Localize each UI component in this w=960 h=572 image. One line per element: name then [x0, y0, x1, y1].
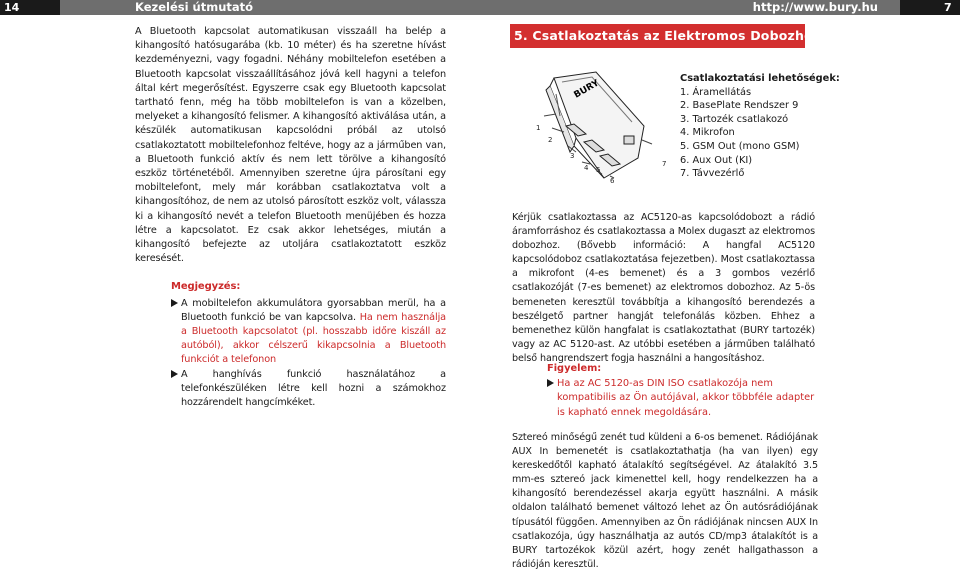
- callout-label: 6: [610, 177, 615, 185]
- left-column: [135, 25, 446, 410]
- option-item: 1. Áramellátás: [680, 86, 752, 98]
- option-item: 4. Mikrofon: [680, 127, 735, 139]
- note-block: [171, 280, 446, 410]
- option-item: 3. Tartozék csatlakozó: [680, 113, 789, 125]
- option-item: 7. Távvezérlő: [680, 168, 745, 180]
- left-page-number: 14: [4, 1, 20, 14]
- brand-label: BURY: [572, 78, 601, 101]
- device-drawing: [526, 66, 676, 186]
- note-bluetooth-off-text: Ha nem használja a Bluetooth kapcsolatot (pl. hosszabb időre kiszáll az autóból), akkor célszerű kikapcsolnia a Bluetooth funkciót a telefonon: [181, 311, 446, 366]
- note-item: [171, 368, 446, 411]
- options-title: Csatlakoztatási lehetőségek:: [680, 73, 840, 84]
- note-voice-tags-text: A hanghívás funkció használatához a telefonkészüléken létre kell hozni a számokhoz hozzárendelt hangcímkéket.: [181, 368, 446, 409]
- page-header: [0, 0, 960, 15]
- note-battery-text: A mobiltelefon akkumulátora gyorsabban merül, ha a Bluetooth funkció be van kapcsolva.: [181, 297, 446, 323]
- note-title: Megjegyzés:: [171, 281, 241, 293]
- callout-label: 1: [536, 124, 541, 132]
- callout-label: 5: [596, 166, 601, 174]
- callout-label: 3: [570, 152, 575, 160]
- arrow-bullet-icon: [547, 379, 554, 387]
- arrow-bullet-icon: [171, 370, 178, 378]
- aux-paragraph-block: [512, 431, 818, 572]
- electrical-box-illustration: [526, 66, 676, 186]
- callout-label: 2: [548, 136, 553, 144]
- option-item: 5. GSM Out (mono GSM): [680, 140, 800, 152]
- instructions-paragraph: Kérjük csatlakoztassa az AC5120-as kapcsolódobozt a rádió áramforráshoz és csatlakoztassa a Molex dugaszt az elektromos dobozhoz. (Bővebb információ: A hangfal AC5120 kapcsolódoboz csatlakoztatása fejezetben). Most csatlakoztassa a mikrofont (4-es bemenet) és a 3 gombos vezérlő csatlakozóját (7-es bemenet) az elektromos dobozhoz. Az 5-ös bemeneten keresztül továbbítja a kihangosító berendezés a beszélgető partner hangját telefonálás közben. Ehhez a bemenethez külön hangfalat is csatlakoztathat (BURY tartozék) vagy az AC 5120-ast. Az utóbbi esetében a járműben található belső hangrendszert fogja használni a hangosításhoz.: [512, 212, 815, 364]
- note-item: [171, 297, 446, 368]
- warning-block: [547, 362, 817, 420]
- bluetooth-paragraph: A Bluetooth kapcsolat automatikusan visszaáll ha belép a kihangosító hatósugarába (kb. 10 méter) és ha szeretne hívást kezdeményezni, vagy fogadni. Néhány mobiltelefon esetében a Bluetooth kapcsolat visszaállításához jóvá kell hagyni a telefon által kért megerősítést. Egyszerre csak egy Bluetooth kapcsolat tartható fenn, még ha több mobiltelefon is van a közelben, melyeket a kihangosító felismer. A kihangosító aktiválása után, a készülék automatikusan kapcsolódni próbál az utolsó csatlakoztatott mobiltelefonhoz feltéve, hogy az a járműben van, a Bluetooth funkció aktív és nem lett törölve a kihangosító eszköz történetéből. Amennyiben szeretne újra párosítani egy mobiltelefont, mely már korábban csatlakoztatva volt a kihangosítóhoz, de nem az utolsó párosított eszköz volt, válassza ki a kihangosító nevét a telefon Bluetooth menüjében és hozza létre a kapcsolatot. Ez csak akkor lehetséges, miután a kihangosító befejezte az utoljára csatlakoztatott eszköz keresését.: [135, 26, 446, 265]
- callout-label: 4: [584, 164, 589, 172]
- connection-instructions: [512, 211, 815, 366]
- aux-paragraph: Sztereó minőségű zenét tud küldeni a 6-os bemenet. Rádiójának AUX In bemenetét is csatlakoztathatja (ha van ilyen) egy kereskedőtől kapható átalakító segítségével. Az átalakító 3.5 mm-es sztereó jack kimenettel kell, hogy rendelkezzen ha a kihangosító berendezéssel akarja együtt használni. A másik oldalon található bemenet változó lehet az Ön autósrádiójának típusától függően. Amennyiben az Ön rádiójának nincsen AUX In csatlakozója, úgy használhatja az autós CD/mp3 átalakítót is a BURY tartozékok közül azért, hogy zenét hallgathasson a rádióján keresztül.: [512, 432, 818, 570]
- callout-label: 7: [662, 160, 667, 168]
- document-title: Kezelési útmutató: [135, 0, 254, 14]
- website-link[interactable]: http://www.bury.hu: [752, 0, 878, 14]
- warning-text: Ha az AC 5120-as DIN ISO csatlakozója nem kompatibilis az Ön autójával, akkor többféle adapter is kapható ennek megoldására.: [557, 377, 815, 418]
- option-item: 6. Aux Out (KI): [680, 154, 753, 166]
- section-title: 5. Csatlakoztatás az Elektromos Dobozhoz: [514, 28, 821, 43]
- option-item: 2. BasePlate Rendszer 9: [680, 100, 799, 112]
- warning-item: [547, 377, 817, 421]
- warning-title: Figyelem:: [547, 363, 602, 374]
- arrow-bullet-icon: [171, 299, 178, 307]
- connection-options-list: [680, 72, 840, 181]
- right-page-number: 7: [944, 1, 952, 14]
